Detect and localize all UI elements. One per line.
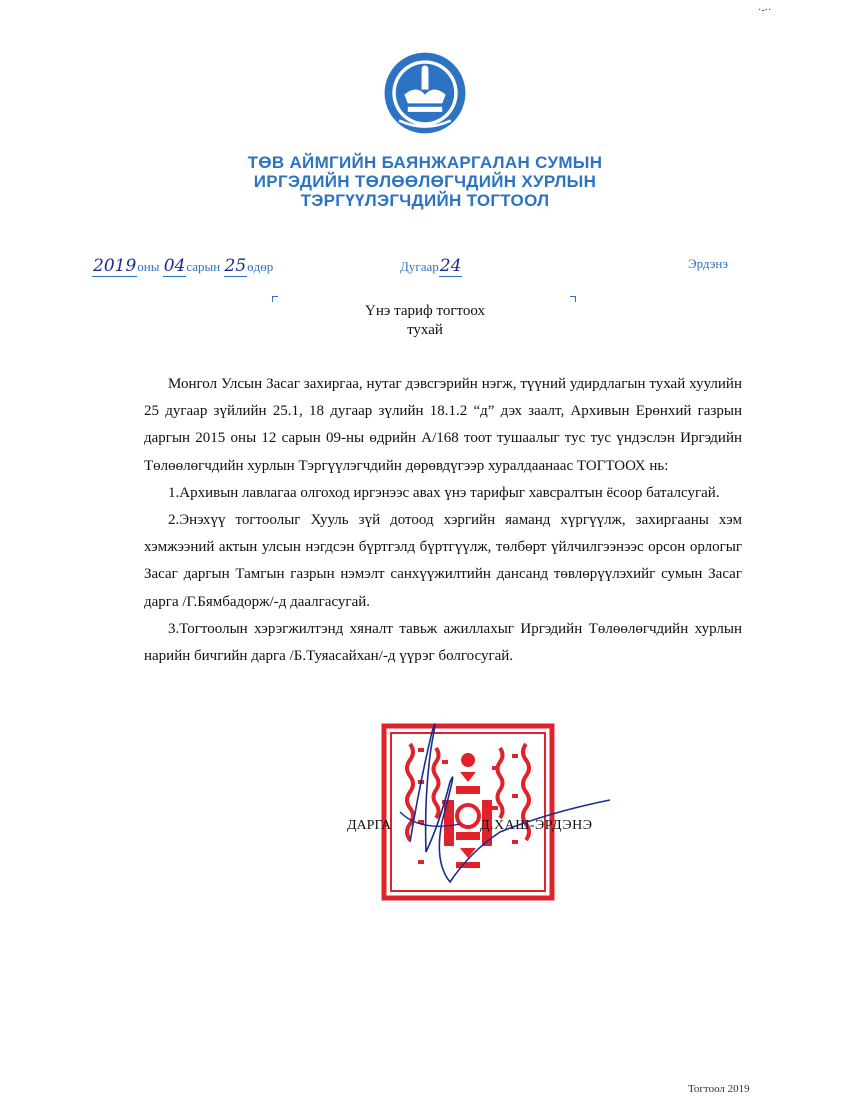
date-day: 25 — [224, 256, 247, 276]
scan-mark: ·-·· — [758, 5, 772, 16]
header-line-3: ТЭРГҮҮЛЭГЧДИЙН ТОГТООЛ — [300, 191, 550, 210]
signer-title: ДАРГА — [347, 818, 392, 833]
handwritten-signature — [380, 712, 620, 892]
resolution-body — [144, 371, 742, 670]
subject-line-1: Үнэ тариф тогтоох — [365, 303, 485, 319]
state-emblem-icon — [382, 50, 468, 136]
header-line-2: ИРГЭДИЙН ТӨЛӨӨЛӨГЧДИЙН ХУРЛЫН — [253, 172, 597, 191]
date-line — [92, 256, 273, 277]
resolution-item-3: 3.Тогтоолын хэрэгжилтэнд хяналт тавьж ажиллахыг Иргэдийн Төлөөлөгчдийн хурлын нарийн бичгийн дарга /Б.Туяасайхан/-д үүрэг болгосугай. — [144, 620, 742, 665]
place-name: Эрдэнэ — [688, 256, 728, 271]
resolution-item-2: 2.Энэхүү тогтоолыг Хууль зүй дотоод хэргийн яаманд хүргүүлж, захиргааны хэм хэмжээний актын улсын нэгдсэн бүртгэлд бүртгүүлж, төлбөрт үйлчилгээнээс орсон орлогыг Засаг даргын Тамгын газрын нэмэлт санхүүжилтийн дансанд төвлөрүүлэхийг сумын Засаг дарга /Г.Бямбадорж/-д даалгасугай. — [144, 512, 742, 610]
subject-line-2: тухай — [407, 322, 443, 338]
document-number — [400, 256, 462, 277]
number-label: Дугаар — [400, 259, 439, 274]
date-year: 2019 — [93, 256, 137, 276]
signer-name: Д.ХАШ-ЭРДЭНЭ — [480, 818, 593, 833]
footer-label: Тогтоол 2019 — [688, 1083, 750, 1095]
date-month-suffix: сарын — [186, 259, 221, 274]
subject-corner-left — [272, 296, 278, 302]
date-day-suffix: өдөр — [247, 259, 274, 274]
number-value: 24 — [439, 256, 462, 276]
date-month: 04 — [163, 256, 186, 276]
resolution-item-1: 1.Архивын лавлагаа олгоход иргэнээс авах үнэ тарифыг хавсралтын ёсоор баталсугай. — [168, 484, 720, 501]
date-year-suffix: оны — [137, 259, 160, 274]
header-line-1: ТӨВ АЙМГИЙН БАЯНЖАРГАЛАН СУМЫН — [247, 153, 603, 172]
subject-corner-right — [570, 296, 576, 302]
preamble-paragraph: Монгол Улсын Засаг захиргаа, нутаг дэвсгэрийн нэгж, түүний удирдлагын тухай хуулийн 25 дугаар зүйлийн 25.1, 18 дугаар зүлийн 18.1.2 “д” дэх заалт, Архивын Ерөнхий газрын даргын 2015 оны 12 сарын 09-ны өдрийн А/168 тоот тушаалыг тус тус үндэслэн Иргэдийн Төлөөлөгчдийн хурлын Тэргүүлэгчдийн дөрөвдүгээр хуралдаанаас ТОГТООХ нь: — [144, 376, 742, 474]
